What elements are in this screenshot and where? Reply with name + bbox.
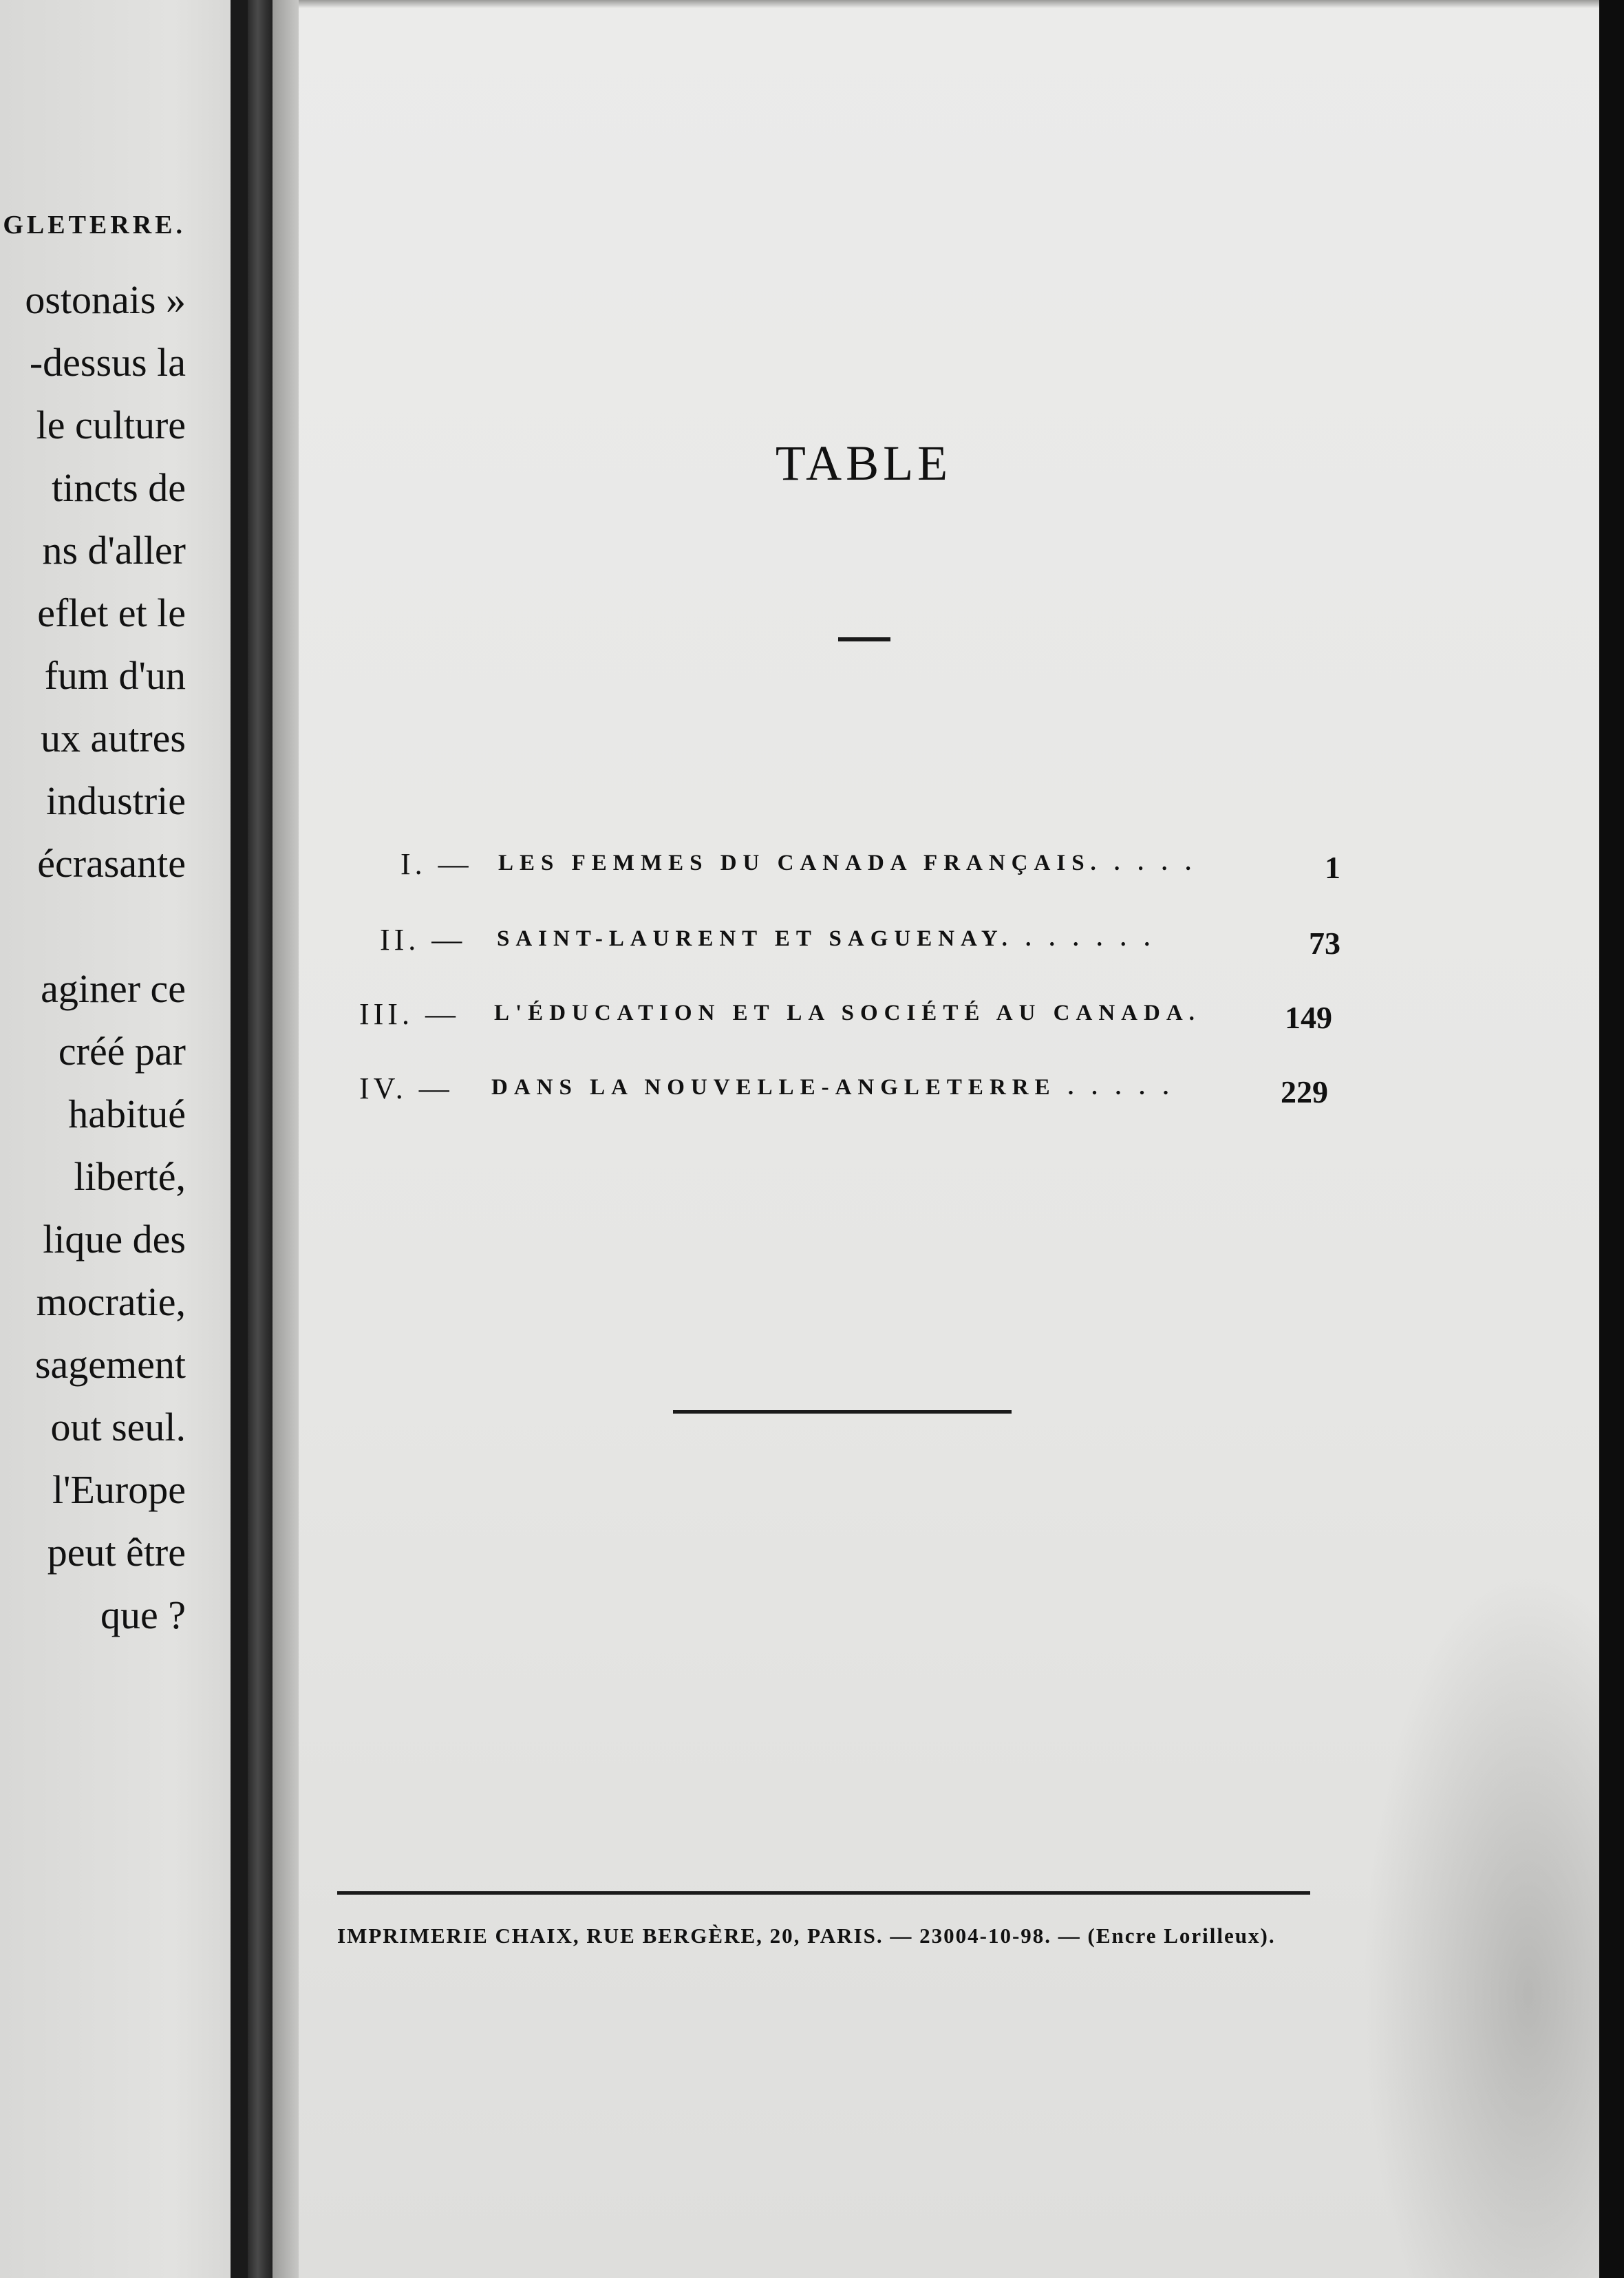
section-end-rule [673, 1410, 1012, 1414]
text-line: lique des [43, 1217, 186, 1262]
printer-imprint: IMPRIMERIE CHAIX, RUE BERGÈRE, 20, PARIS. — 23004-10-98. — (Encre Lorilleux). [337, 1924, 1276, 1948]
previous-page-running-head: GLETERRE. [3, 211, 186, 239]
page-top-edge [299, 0, 1599, 8]
toc-entry-title: DANS LA NOUVELLE-ANGLETERRE . . . . . [491, 1075, 1175, 1100]
toc-entry [358, 997, 1349, 1052]
toc-entry-number: IV. — [359, 1072, 453, 1105]
toc-entry [358, 847, 1349, 902]
text-line: fum d'un [44, 653, 186, 698]
text-line: mocratie, [36, 1279, 186, 1324]
text-line: ostonais » [25, 277, 186, 322]
toc-entry-page: 1 [1325, 850, 1340, 885]
book-gutter-binding [248, 0, 273, 2278]
text-line: liberté, [74, 1154, 186, 1199]
previous-page-text [25, 268, 186, 1646]
text-line: sagement [34, 1342, 186, 1387]
text-line: créé par [58, 1029, 186, 1074]
toc-entry [358, 922, 1349, 977]
text-line: le culture [36, 403, 186, 447]
paragraph-gap [25, 895, 186, 957]
text-line: peut être [47, 1530, 186, 1575]
text-line: industrie [46, 778, 186, 823]
toc-entry-title: SAINT-LAURENT ET SAGUENAY. . . . . . . [497, 926, 1156, 951]
toc-entry-number: II. — [380, 923, 467, 957]
text-line: écrasante [37, 841, 186, 886]
text-line: tincts de [52, 465, 186, 510]
toc-entry [358, 1071, 1349, 1126]
book-gutter-fold [273, 0, 299, 2278]
text-line: eflet et le [37, 590, 186, 635]
text-line: l'Europe [52, 1467, 186, 1512]
toc-entry-page: 149 [1285, 1000, 1332, 1035]
text-line: aginer ce [41, 966, 186, 1011]
toc-entry-page: 229 [1281, 1074, 1328, 1109]
toc-entry-number: III. — [359, 997, 460, 1031]
title-dash-rule [838, 637, 890, 641]
previous-page-fragment [0, 0, 248, 2278]
paper-stain [1363, 1569, 1599, 2278]
text-line: ns d'aller [42, 528, 186, 573]
toc-entry-page: 73 [1309, 926, 1340, 961]
toc-entry-title: L'ÉDUCATION ET LA SOCIÉTÉ AU CANADA. [494, 1001, 1201, 1025]
text-line: -dessus la [29, 340, 186, 385]
toc-entry-number: I. — [400, 847, 473, 881]
scan-right-border [1599, 0, 1624, 2278]
page-title: TABLE [775, 436, 952, 491]
text-line: que ? [100, 1593, 186, 1637]
toc-entry-title: LES FEMMES DU CANADA FRANÇAIS. . . . . [498, 851, 1197, 875]
text-line: out seul. [50, 1405, 186, 1449]
imprint-rule [337, 1891, 1310, 1895]
text-line: ux autres [41, 716, 186, 760]
text-line: habitué [68, 1092, 186, 1136]
